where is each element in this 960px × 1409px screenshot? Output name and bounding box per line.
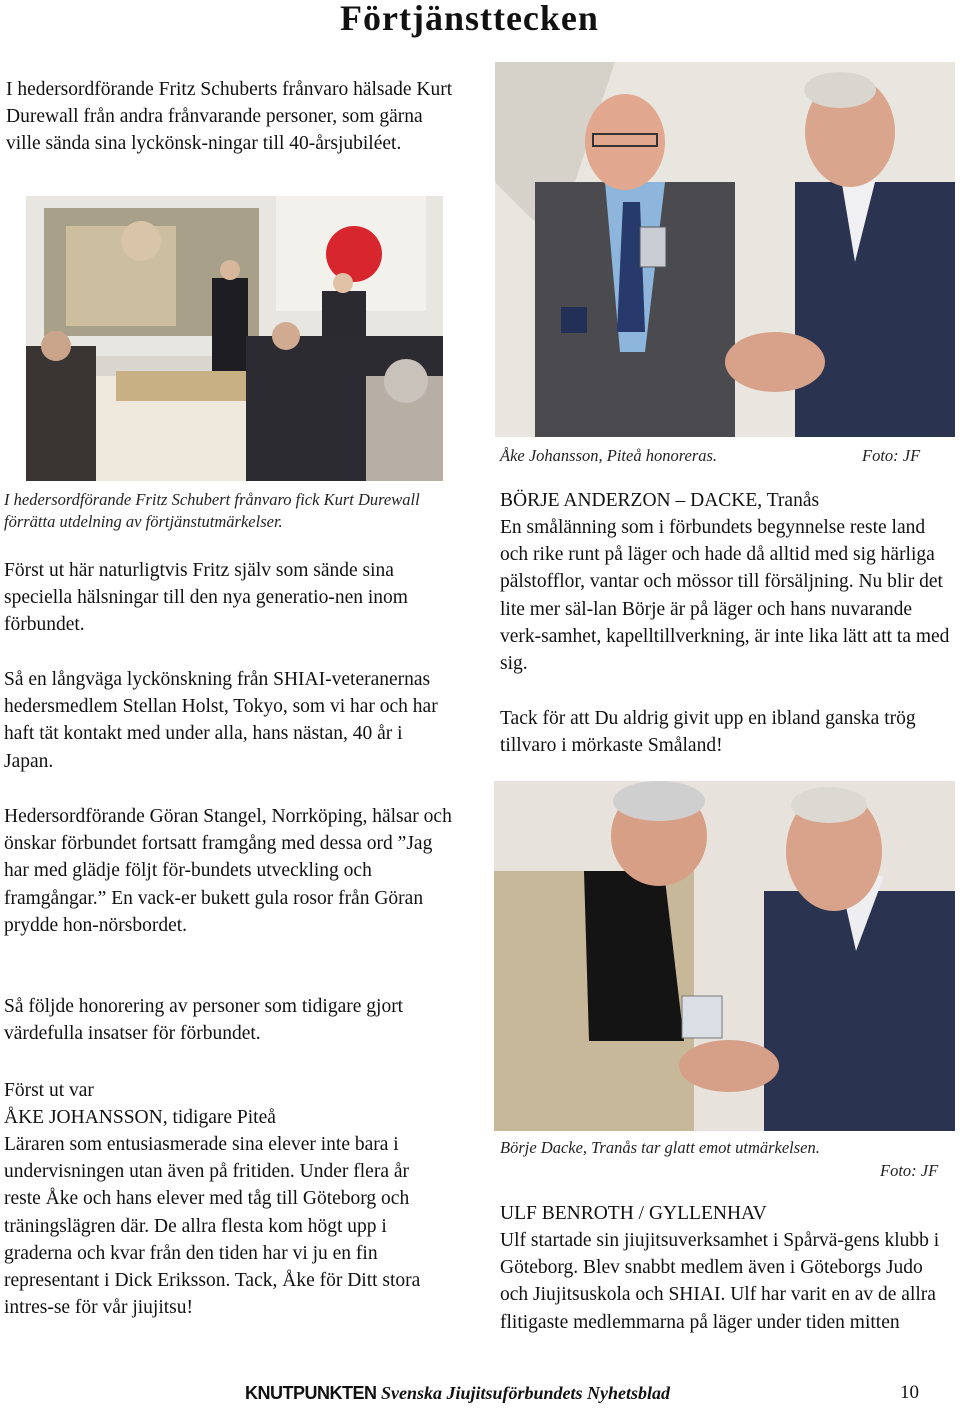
ulf-heading: ULF BENROTH / GYLLENHAV	[500, 1203, 767, 1224]
footer	[245, 1383, 670, 1404]
forst-ut-label: Först ut var	[4, 1080, 94, 1101]
ceremony-photo	[26, 196, 443, 481]
ceremony-photo-caption: I hedersordförande Fritz Schubert frånvaro fick Kurt Durewall förrätta utdelning av förtjänstutmärkelser.	[4, 490, 420, 531]
borje-thanks: Tack för att Du aldrig givit upp en ibland ganska trög tillvaro i mörkaste Småland!	[500, 708, 916, 757]
fritz-paragraph: Först ut här naturligtvis Fritz själv som sände sina speciella hälsningar till den nya generatio-nen inom förbundet.	[4, 560, 408, 636]
borje-photo-caption: Börje Dacke, Tranås tar glatt emot utmärkelsen.	[500, 1138, 820, 1157]
page-title: Förtjänsttecken	[340, 0, 599, 38]
borje-heading: BÖRJE ANDERZON – DACKE, Tranås	[500, 490, 820, 511]
footer-brand: KNUTPUNKTEN	[245, 1383, 377, 1403]
shiai-paragraph: Så en långväga lyckönskning från SHIAI-veteranernas hedersmedlem Stellan Holst, Tokyo, som vi har och har haft tät kontakt med under alla, hans nästan, 40 år i Japan.	[4, 669, 438, 772]
borje-award-photo	[494, 781, 955, 1131]
ake-paragraph: Läraren som entusiasmerade sina elever inte bara i undervisningen utan även på fritiden. Under flera år reste Åke och hans elever med tåg till Göteborg och träningslägren där. De allra flesta kom högt upp i graderna och kvar från den tiden har vi ju en fin representant i Dick Eriksson. Tack, Åke för Ditt stora intres-se för vår jiujitsu!	[4, 1134, 421, 1319]
footer-publication: Svenska Jiujitsuförbundets Nyhetsblad	[381, 1383, 671, 1403]
ake-photo-caption: Åke Johansson, Piteå honoreras.	[500, 446, 718, 465]
borje-paragraph: En smålänning som i förbundets begynnelse reste land och rike runt på läger och hade då alltid med sig härliga pälstofflor, vantar och mössor till försäljning. Nu blir det lite mer säl-lan Börje är på läger och hans nuvarande verk-samhet, kapelltillverkning, är inte lika lätt att ta med sig.	[500, 517, 950, 675]
borje-photo-credit: Foto: JF	[880, 1161, 939, 1180]
intro-paragraph: I hedersordförande Fritz Schuberts frånvaro hälsade Kurt Durewall från andra frånvarande personer, som gärna ville sända sina lyckönsk-ningar till 40-årsjubiléet.	[6, 79, 453, 155]
ake-photo-credit: Foto: JF	[862, 446, 921, 465]
goran-paragraph: Hedersordförande Göran Stangel, Norrköping, hälsar och önskar förbundet fortsatt framgång med dessa ord ”Jag har med glädje följt för-bundets utveckling och framgångar.” En vack-er bukett gula rosor från Göran prydde hon-nörsbordet.	[4, 806, 452, 936]
ake-heading: ÅKE JOHANSSON, tidigare Piteå	[4, 1107, 276, 1128]
ake-award-photo	[495, 62, 955, 437]
foljde-paragraph: Så följde honorering av personer som tidigare gjort värdefulla insatser för förbundet.	[4, 996, 404, 1045]
page-number: 10	[900, 1382, 919, 1403]
ulf-paragraph: Ulf startade sin jiujitsuverksamhet i Spårvä-gens klubb i Göteborg. Blev snabbt medlem även i Göteborgs Judo och Jiujitsuskola och SHIAI. Ulf har varit en av de allra flitigaste medlemmarna på läger under tiden mitten	[500, 1230, 940, 1333]
